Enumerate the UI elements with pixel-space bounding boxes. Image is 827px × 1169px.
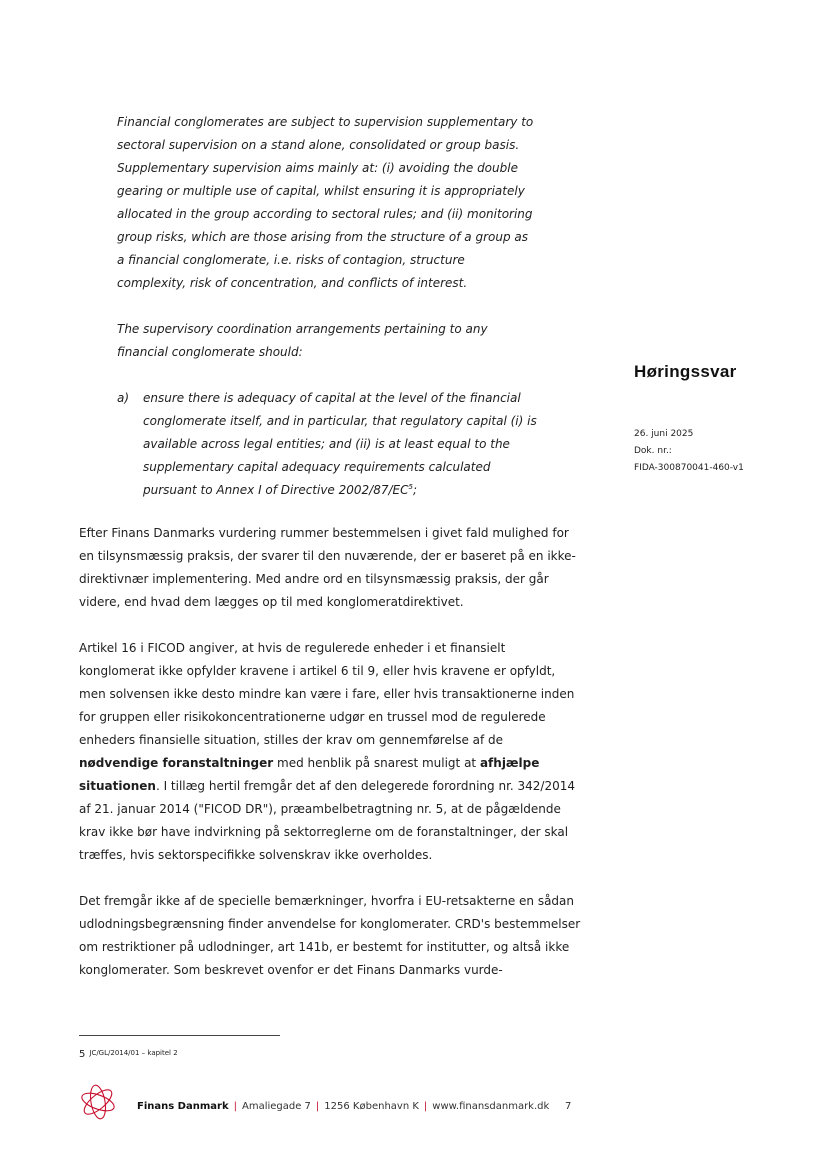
sidebar — [634, 362, 814, 477]
emphasis-afhjaelpe: afhjælpe situationen — [79, 756, 540, 793]
quote-list-item-a — [117, 387, 537, 502]
list-item-label: a) — [117, 391, 130, 405]
footer-brand: Finans Danmark — [137, 1101, 229, 1112]
page-footer — [137, 1101, 549, 1112]
footnote-reference[interactable]: 5 — [408, 483, 413, 491]
document-type-title: Høringssvar — [634, 362, 737, 381]
footnote-number: 5 — [79, 1049, 86, 1060]
footer-separator: | — [423, 1101, 428, 1112]
quote-paragraph-2: The supervisory coordination arrangements pertaining to any financial conglomerate should: — [117, 322, 488, 359]
document-number: FIDA-300870041-460-v1 — [634, 463, 744, 473]
document-date: 26. juni 2025 — [634, 429, 694, 439]
footnote-divider — [79, 1035, 280, 1036]
page-number: 7 — [565, 1101, 572, 1112]
footnote-text: JC/GL/2014/01 – kapitel 2 — [89, 1049, 178, 1057]
quoted-guideline — [117, 111, 537, 502]
body-paragraph-3: Det fremgår ikke af de specielle bemærkninger, hvorfra i EU-retsakterne en sådan udlodningsbegrænsning finder anvendelse for konglomerater. CRD's bestemmelser om restriktioner på udlodninger, art 141b, er bestemt for institutter, og altså ikke konglomerater. Som beskrevet ovenfor er det Finans Danmarks vurde- — [79, 894, 581, 977]
emphasis-nodvendige: nødvendige foranstaltninger — [79, 756, 274, 770]
footer-website-link[interactable]: www.finansdanmark.dk — [432, 1101, 550, 1112]
document-number-label: Dok. nr.: — [634, 446, 672, 456]
document-meta — [634, 426, 814, 477]
footer-separator: | — [233, 1101, 237, 1112]
footer-separator: | — [315, 1101, 320, 1112]
footer-city: 1256 København K — [324, 1101, 419, 1112]
finans-danmark-logo-icon — [78, 1082, 118, 1122]
list-item-end: ; — [412, 483, 418, 497]
body-paragraph-2: Artikel 16 i FICOD angiver, at hvis de regulerede enheder i et finansielt konglomerat ikke opfylder kravene i artikel 6 til 9, eller hvis kravene er opfyldt, men solvensen ikke desto mindre kan være i fare, eller hvis transaktionerne inden for gruppen eller risikokoncentrationerne udgør en trussel mod de regulerede enheders finansielle situation, stilles der krav om gennemførelse af de nødvendige foranstaltninger med henblik på snarest muligt at afhjælpe situationen. I tillæg hertil fremgår det af den delegerede forordning nr. 342/2014 af 21. januar 2014 ("FICOD DR"), præambelbetragtning nr. 5, at de pågældende krav ikke bør have indvirkning på sektorreglerne om de foranstaltninger, der skal træffes, hvis sektorspecifikke solvenskrav ikke overholdes. — [79, 641, 576, 862]
list-item-text: ensure there is adequacy of capital at the level of the financial conglomerate itself, and in particular, that regulatory capital (i) is available across legal entities; and (ii) is at least equal to the supplementary capital adequacy requirements calculated pursuant to Annex I of Directive 2002/87/EC — [143, 391, 537, 497]
body-text — [79, 522, 581, 982]
footer-street: Amaliegade 7 — [241, 1101, 311, 1112]
quote-paragraph-1: Financial conglomerates are subject to supervision supplementary to sectoral supervision on a stand alone, consolidated or group basis. Supplementary supervision aims mainly at: (i) avoiding the double gearing or multiple use of capital, whilst ensuring it is appropriately allocated in the group according to sectoral rules; and (ii) monitoring group risks, which are those arising from the structure of a group as a financial conglomerate, i.e. risks of contagion, structure complexity, risk of concentration, and conflicts of interest. — [117, 115, 534, 290]
body-paragraph-1: Efter Finans Danmarks vurdering rummer bestemmelsen i givet fald mulighed for en tilsynsmæssig praksis, der svarer til den nuværende, der er baseret på en ikke-direktivnær implementering. Med andre ord en tilsynsmæssig praksis, der går videre, end hvad dem lægges op til med konglomeratdirektivet. — [79, 526, 576, 609]
footnote — [79, 1049, 178, 1060]
